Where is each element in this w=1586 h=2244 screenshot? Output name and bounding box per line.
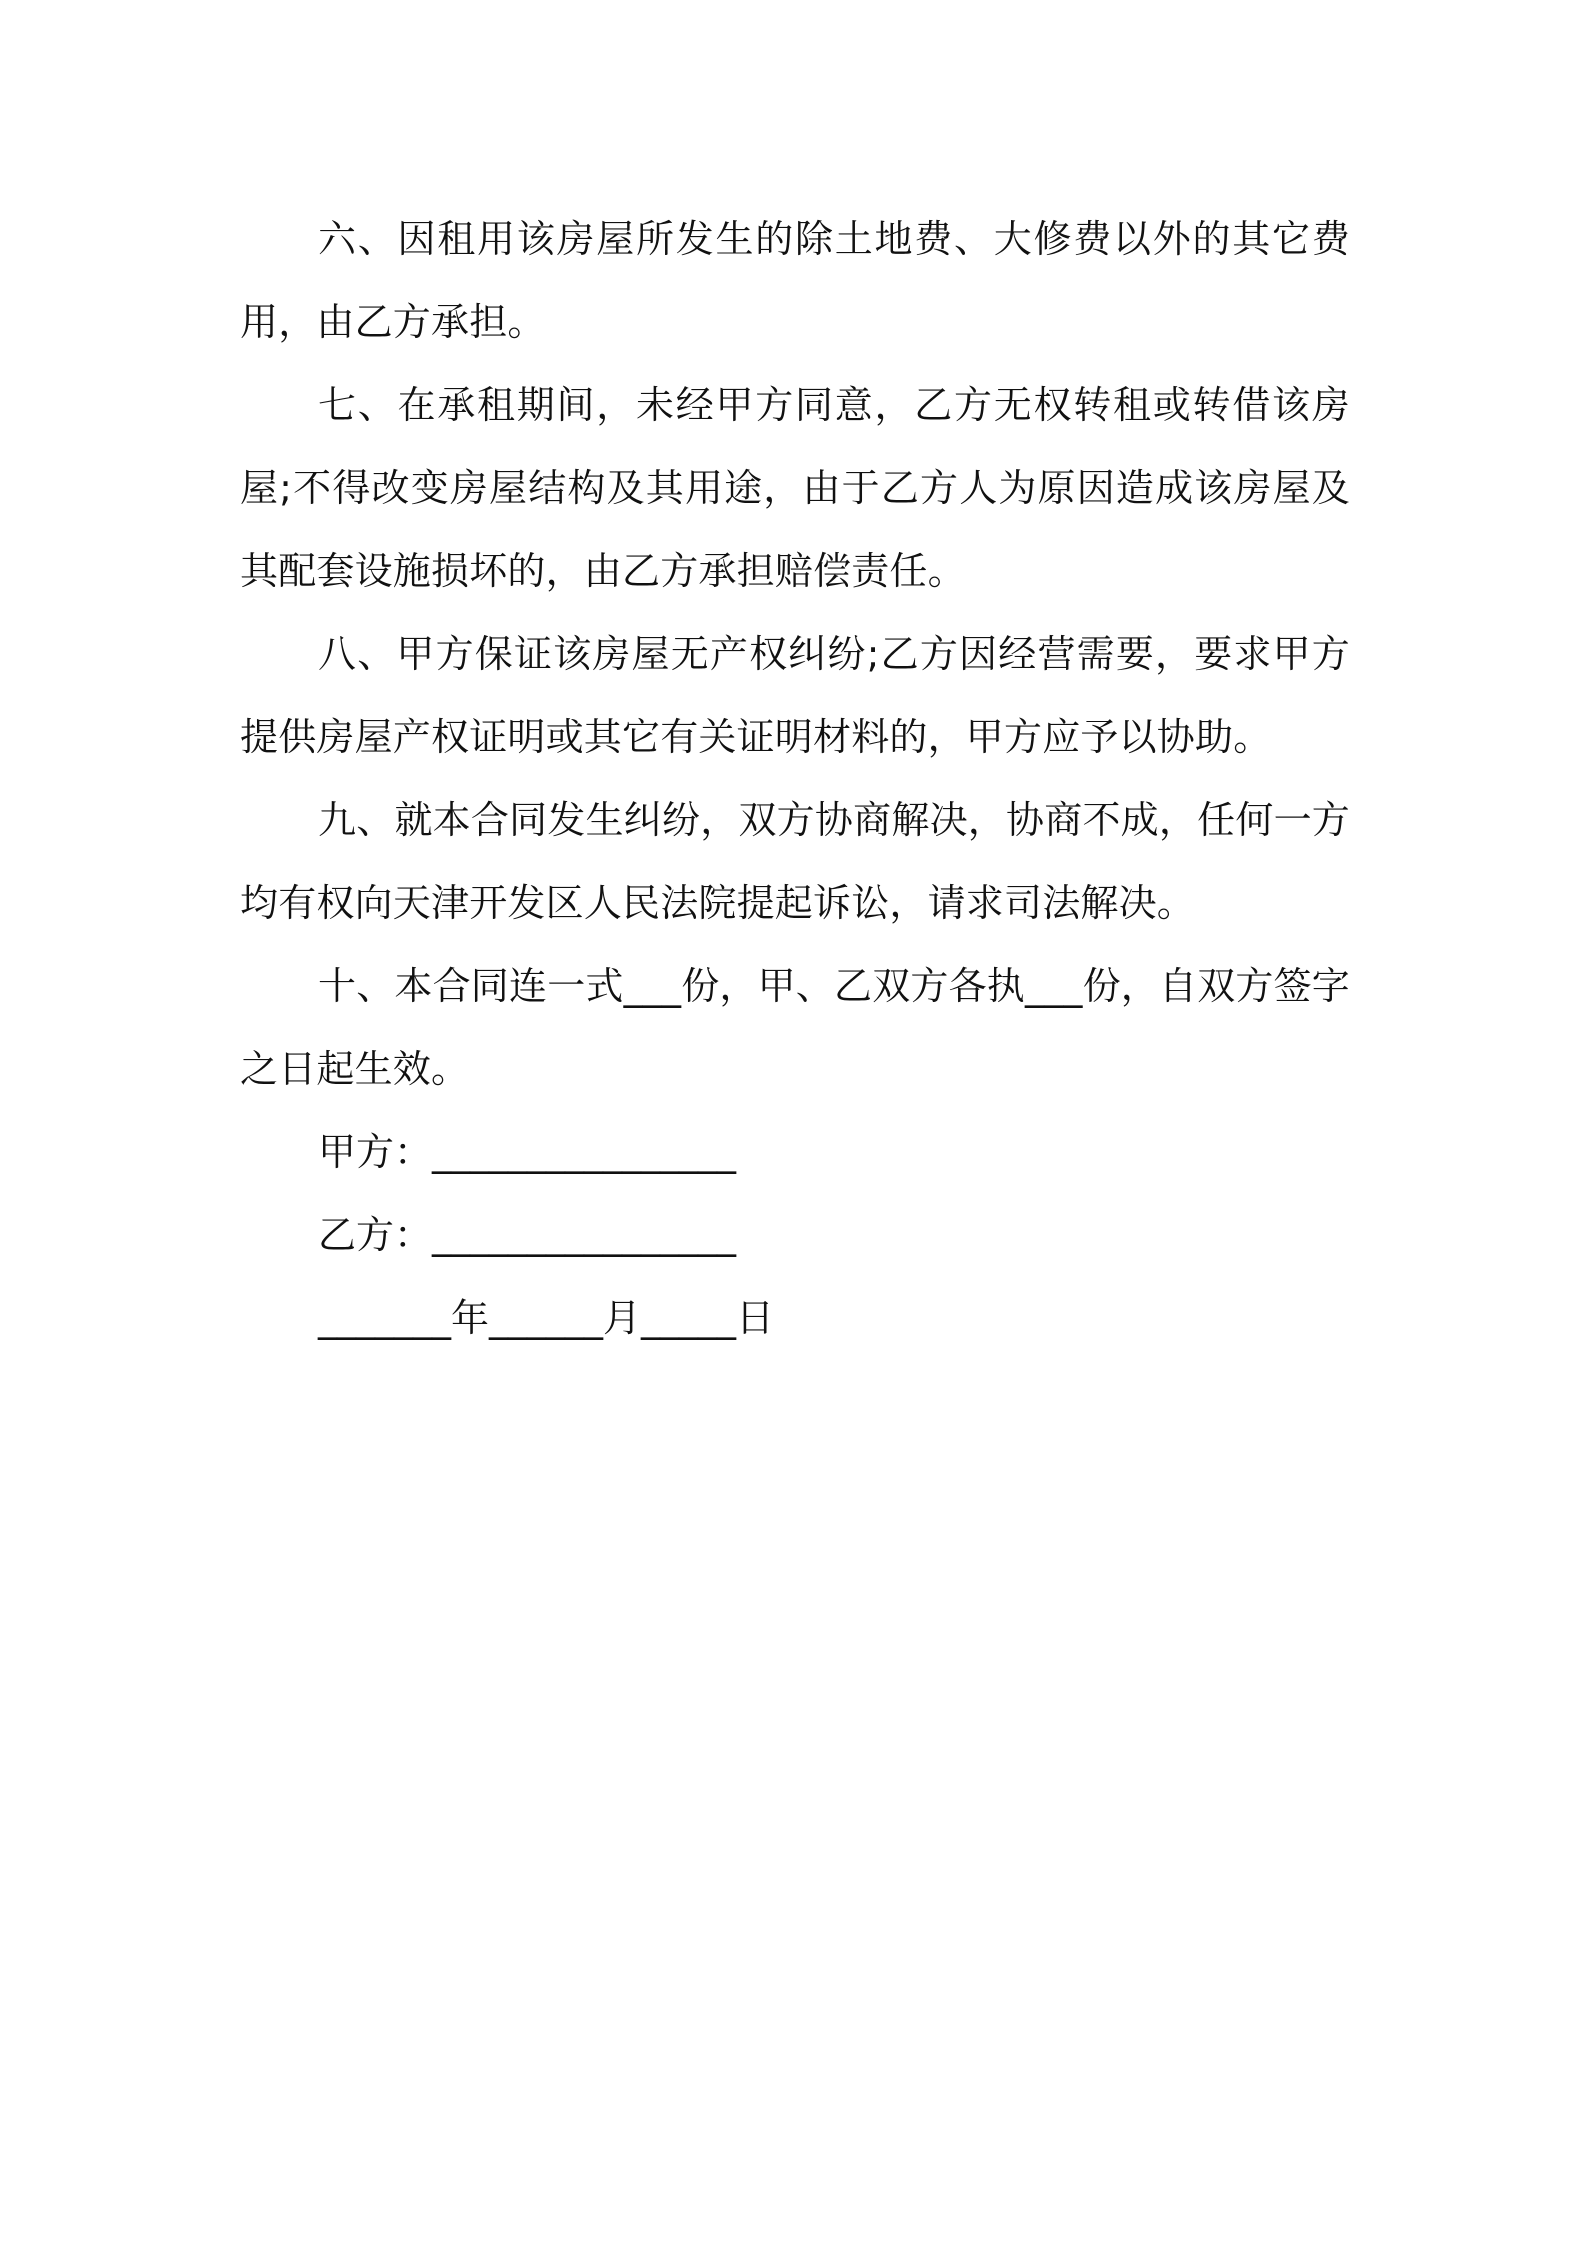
signing-date-line: _______年______月_____日 [318,1296,775,1340]
clause-9: 九、就本合同发生纠纷，双方协商解决，协商不成，任何一方均有权向天津开发区人民法院提起诉讼，请求司法解决。 [240,798,1350,925]
clause-10: 十、本合同连一式___份，甲、乙双方各执___份，自双方签字之日起生效。 [240,964,1351,1091]
contract-body [240,198,1350,1360]
clause-6: 六、因租用该房屋所发生的除土地费、大修费以外的其它费用，由乙方承担。 [240,217,1350,344]
clause-7: 七、在承租期间，未经甲方同意，乙方无权转租或转借该房屋;不得改变房屋结构及其用途，由于乙方人为原因造成该房屋及其配套设施损坏的，由乙方承担赔偿责任。 [240,383,1350,593]
clause-8: 八、甲方保证该房屋无产权纠纷;乙方因经营需要，要求甲方提供房屋产权证明或其它有关证明材料的，甲方应予以协助。 [240,632,1350,759]
party-a-signature-line: 甲方：________________ [318,1130,737,1174]
party-b-signature-line: 乙方：________________ [318,1213,737,1257]
